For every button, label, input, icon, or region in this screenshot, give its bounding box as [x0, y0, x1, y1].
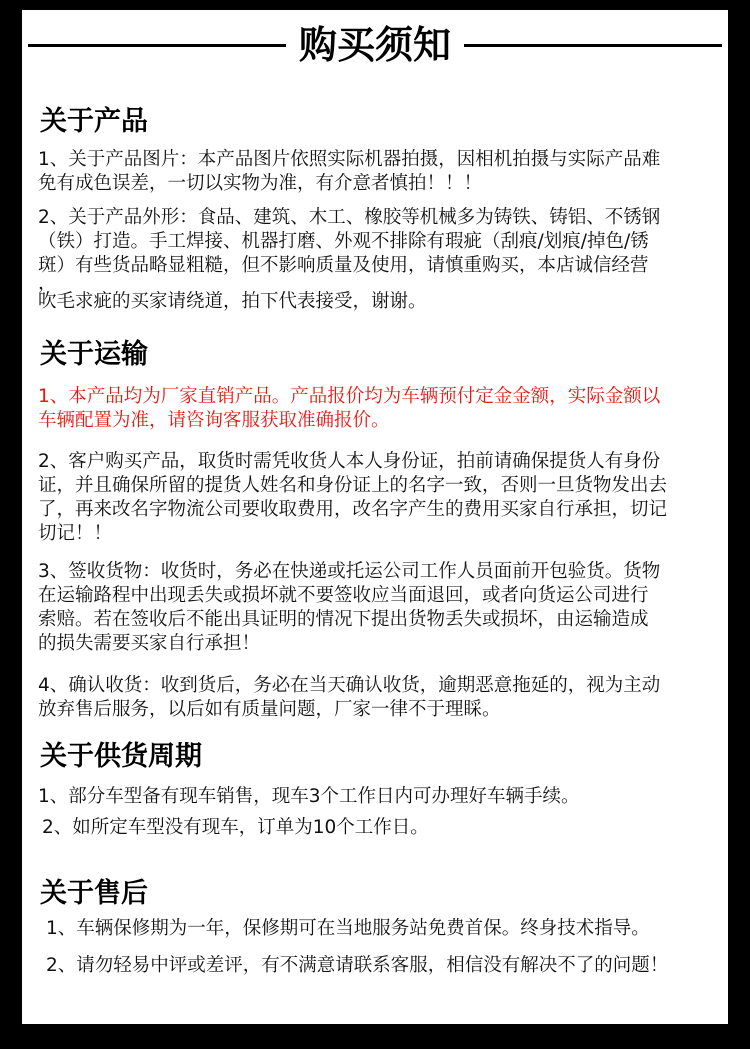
section-heading-shipping: 关于运输 [40, 339, 148, 370]
text-line: 免有成色误差，一切以实物为准，有介意者慎拍！！！ [38, 173, 483, 194]
text-line: （铁）打造。手工焊接、机器打磨、外观不排除有瑕疵（刮痕/划痕/掉色/锈 [38, 231, 649, 252]
section-heading-supply-cycle: 关于供货周期 [40, 741, 202, 772]
text-line: ， [38, 273, 57, 294]
text-line: 4、确认收货：收到货后，务必在当天确认收货，逾期恶意拖延的，视为主动 [38, 675, 661, 696]
text-line: 3、签收货物：收货时，务必在快递或托运公司工作人员面前开包验货。货物 [38, 561, 661, 582]
text-line: 的损失需要买家自行承担！ [38, 633, 261, 654]
text-line: 1、本产品均为厂家直销产品。产品报价均为车辆预付定金金额，实际金额以 [38, 386, 661, 407]
text-line: 索赔。若在签收后不能出具证明的情况下提出货物丢失或损坏，由运输造成 [38, 609, 649, 630]
text-line: 1、关于产品图片：本产品图片依照实际机器拍摄，因相机拍摄与实际产品难 [38, 149, 661, 170]
paragraph [38, 206, 660, 314]
text-line: 放弃售后服务，以后如有质量问题，厂家一律不于理睬。 [38, 699, 501, 720]
text-line: 1、部分车型备有现车销售，现车3个工作日内可办理好车辆手续。 [38, 786, 580, 807]
text-line: 2、关于产品外形：食品、建筑、木工、橡胶等机械多为铸铁、铸铝、不锈钢 [38, 207, 661, 228]
text-line: 证，并且确保所留的提货人姓名和身份证上的名字一致，否则一旦货物发出去 [38, 475, 668, 496]
section-heading-after-sales: 关于售后 [40, 878, 148, 909]
text-line: 切记！！ [38, 523, 113, 544]
text-line: 1、车辆保修期为一年，保修期可在当地服务站免费首保。终身技术指导。 [46, 918, 650, 939]
text-line: 2、请勿轻易中评或差评，有不满意请联系客服，相信没有解决不了的问题！ [46, 955, 669, 976]
paragraph [38, 148, 660, 196]
text-line: 吹毛求疵的买家请绕道，拍下代表接受，谢谢。 [38, 291, 427, 312]
paragraph [38, 450, 667, 546]
text-line: 2、客户购买产品，取货时需凭收货人本人身份证，拍前请确保提货人有身份 [38, 451, 661, 472]
paragraph-highlight [38, 385, 660, 433]
text-line: 在运输路程中出现丢失或损坏就不要签收应当面退回，或者向货运公司进行 [38, 585, 649, 606]
text-line: 了，再来改名字物流公司要收取费用，改名字产生的费用买家自行承担，切记 [38, 499, 668, 520]
paragraph [38, 785, 580, 809]
paragraph [42, 816, 429, 840]
text-line: 车辆配置为准，请咨询客服获取准确报价。 [38, 410, 390, 431]
text-line: 2、如所定车型没有现车，订单为10个工作日。 [42, 817, 429, 838]
paragraph [38, 560, 660, 656]
text-line: 斑）有些货品略显粗糙，但不影响质量及使用，请慎重购买，本店诚信经营 [38, 255, 649, 276]
paragraph [38, 674, 660, 722]
paragraph [46, 954, 668, 978]
page-title: 购买须知 [298, 23, 451, 67]
paragraph [46, 917, 650, 941]
section-heading-product: 关于产品 [40, 106, 148, 137]
